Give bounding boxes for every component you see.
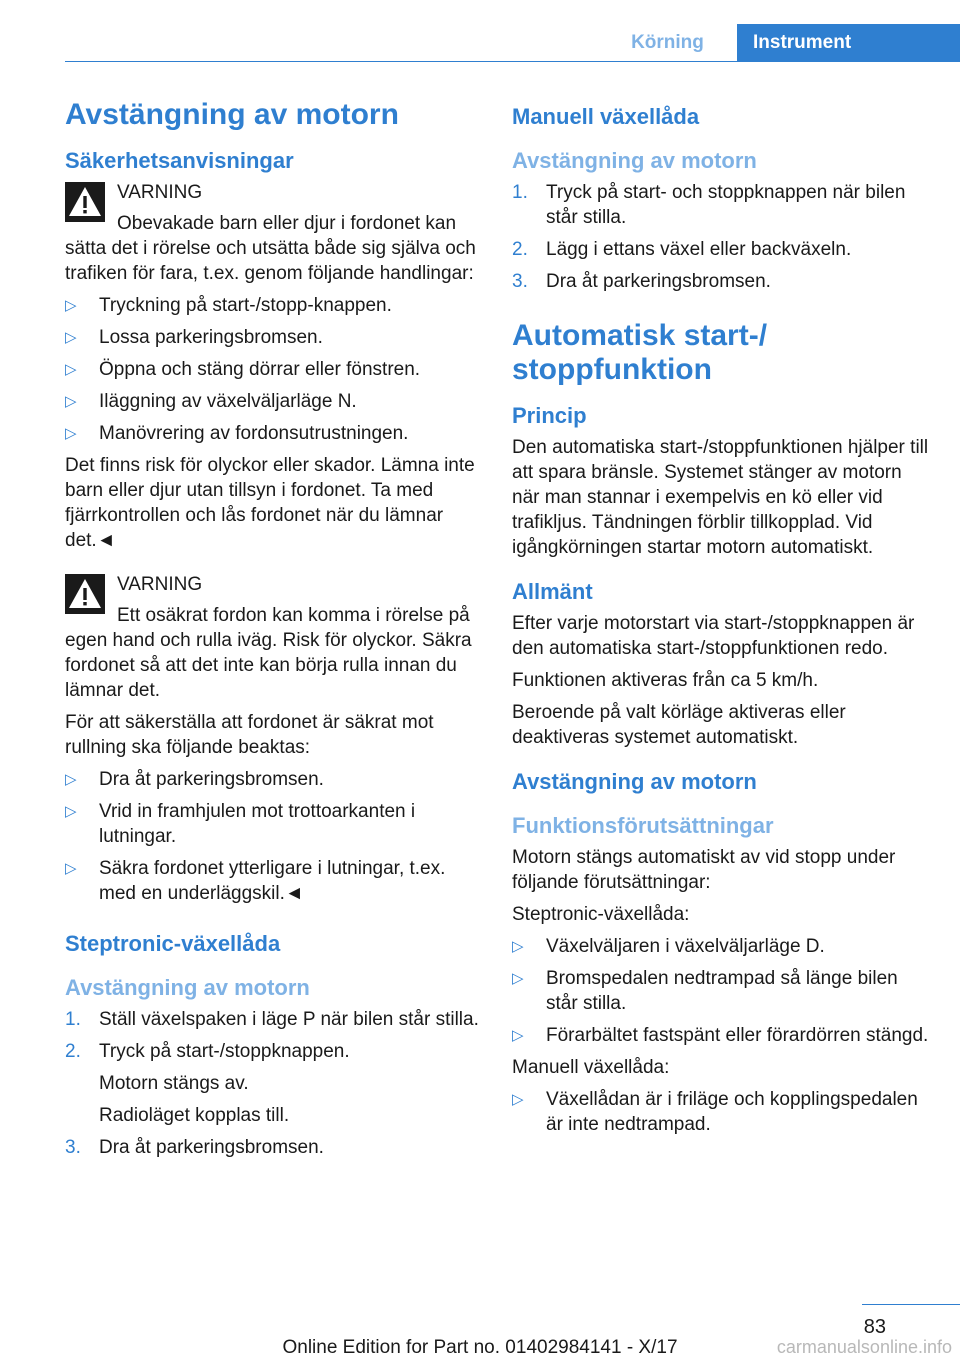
list-item: ▷ Lossa parkeringsbromsen. [65, 327, 323, 348]
warning-text: Ett osäkrat fordon kan komma i rörelse på egen hand och rulla iväg. Risk för olyckor. Säkra fordonet så att det inte kan börja rulla innan du lämnar det. [65, 605, 472, 701]
steptronic-heading: Steptronic-växellåda [65, 931, 281, 956]
manual-label: Manuell växellåda: [512, 1057, 670, 1078]
footer-rule [862, 1304, 960, 1305]
list-item: ▷ Vrid in framhjulen mot trottoarkanten i lutningar. [65, 801, 416, 847]
list-item: 1. Tryck på start- och stoppknappen när bilen står stilla. [512, 182, 906, 228]
manual-steps [512, 180, 932, 294]
page-number: 83 [863, 1316, 886, 1338]
header-rule [65, 61, 960, 62]
list-item: ▷ Förarbältet fastspänt eller förardörren stängd. [512, 1025, 929, 1046]
right-column [512, 98, 932, 1144]
watermark: carmanualsonline.info [776, 1337, 952, 1357]
warning-triangle-icon [65, 182, 105, 222]
conditions-intro: Motorn stängs automatiskt av vid stopp under följande förutsättningar: [512, 847, 896, 893]
warning-2-intro: För att säkerställa att fordonet är säkrat mot rullning ska följande beaktas: [65, 712, 434, 758]
triangle-bullet-icon: ▷ [65, 393, 77, 410]
triangle-bullet-icon: ▷ [65, 771, 77, 788]
warning-text: Obevakade barn eller djur i fordonet kan sätta det i rörelse och utsätta både sig själva och trafiken för fara, t.ex. genom följande handlingar: [65, 213, 476, 284]
steptronic-conditions-list [512, 934, 932, 1048]
left-column [65, 98, 480, 1167]
triangle-bullet-icon: ▷ [65, 425, 77, 442]
list-item: ▷ Tryckning på start-/stopp-knappen. [65, 295, 392, 316]
warning-label: VARNING [117, 182, 203, 203]
section-title: Avstängning av motorn [65, 98, 399, 131]
page-header [0, 24, 960, 62]
triangle-bullet-icon: ▷ [512, 1027, 524, 1044]
list-item: ▷ Manövrering av fordonsutrustningen. [65, 423, 409, 444]
list-item: ▷ Växellådan är i friläge och kopplingspedalen är inte nedtrampad. [512, 1089, 918, 1135]
header-tab-chapter: Instrument [737, 24, 960, 62]
step-note: Motorn stängs av. [99, 1073, 249, 1094]
list-item: 1. Ställ växelspaken i läge P när bilen står stilla. [65, 1009, 479, 1030]
list-item: ▷ Iläggning av växelväljarläge N. [65, 391, 357, 412]
princip-text: Den automatiska start-/stoppfunktionen hjälper till att spara bränsle. Systemet stänger av motorn när man stannar i exempelvis en kö eller vid trafikljus. Tändningen förblir tillkopplad. Vid igångkörningen startar motorn automatiskt. [512, 437, 929, 558]
warning-label: VARNING [117, 574, 203, 595]
manual-conditions-list [512, 1087, 932, 1137]
list-item: ▷ Växelväljaren i växelväljarläge D. [512, 936, 825, 957]
list-item: 2. Tryck på start-/stoppknappen. Motorn stängs av. Radioläget kopplas till. [65, 1039, 480, 1128]
list-item: 3. Dra åt parkeringsbromsen. [512, 271, 771, 292]
list-item: ▷ Bromspedalen nedtrampad så länge bilen står stilla. [512, 968, 898, 1014]
triangle-bullet-icon: ▷ [65, 803, 77, 820]
triangle-bullet-icon: ▷ [65, 329, 77, 346]
steptronic-label: Steptronic-växellåda: [512, 904, 690, 925]
triangle-bullet-icon: ▷ [512, 1091, 524, 1108]
warning-block-1 [65, 180, 480, 286]
list-item: 2. Lägg i ettans växel eller backväxeln. [512, 239, 852, 260]
triangle-bullet-icon: ▷ [512, 938, 524, 955]
list-item: 3. Dra åt parkeringsbromsen. [65, 1137, 324, 1158]
warning-1-closing: Det finns risk för olyckor eller skador. Lämna inte barn eller djur utan tillsyn i fordonet. Ta med fjärrkontrollen och lås fordonet när du lämnar det.◄ [65, 455, 475, 551]
triangle-bullet-icon: ▷ [65, 860, 77, 877]
triangle-bullet-icon: ▷ [65, 361, 77, 378]
triangle-bullet-icon: ▷ [65, 297, 77, 314]
allmant-paragraph-3: Beroende på valt körläge aktiveras eller deaktiveras systemet automatiskt. [512, 702, 846, 748]
steptronic-steps [65, 1007, 480, 1160]
allmant-paragraph-1: Efter varje motorstart via start-/stoppknappen är den automatiska start-/stoppfunktionen redo. [512, 613, 915, 659]
footer-edition: Online Edition for Part no. 01402984141 - X/17 [282, 1337, 678, 1358]
conditions-heading: Funktionsförutsättningar [512, 813, 774, 838]
manual-heading: Manuell växellåda [512, 104, 700, 129]
header-tab-section: Körning [631, 32, 704, 53]
manual-subheading: Avstängning av motorn [512, 148, 757, 173]
allmant-heading: Allmänt [512, 579, 593, 604]
warning-1-list [65, 293, 480, 446]
auto-start-stop-title: Automatisk start-/ stoppfunktion [512, 319, 768, 386]
list-item: ▷ Säkra fordonet ytterligare i lutningar, t.ex. med en underläggskil.◄ [65, 858, 446, 904]
warning-block-2 [65, 572, 480, 703]
warning-2-list [65, 767, 480, 906]
list-item: ▷ Öppna och stäng dörrar eller fönstren. [65, 359, 421, 380]
steptronic-subheading: Avstängning av motorn [65, 975, 310, 1000]
warning-triangle-icon [65, 574, 105, 614]
princip-heading: Princip [512, 403, 587, 428]
allmant-paragraph-2: Funktionen aktiveras från ca 5 km/h. [512, 670, 819, 691]
safety-heading: Säkerhetsanvisningar [65, 148, 294, 173]
step-note: Radioläget kopplas till. [99, 1105, 290, 1126]
list-item: ▷ Dra åt parkeringsbromsen. [65, 769, 324, 790]
engine-off-heading: Avstängning av motorn [512, 769, 757, 794]
triangle-bullet-icon: ▷ [512, 970, 524, 987]
